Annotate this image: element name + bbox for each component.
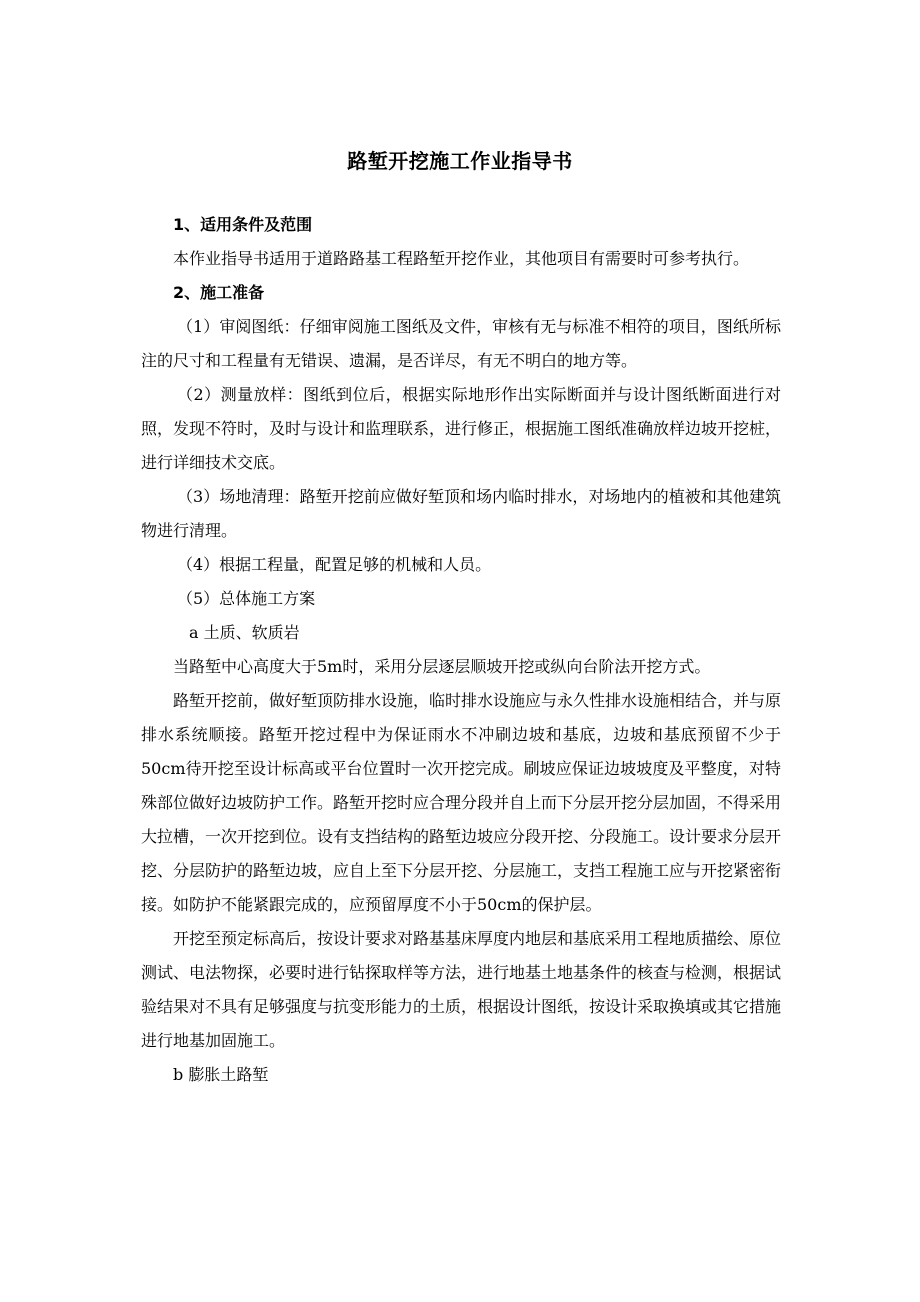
paragraph-site-clearing: （3）场地清理：路堑开挖前应做好堑顶和场内临时排水，对场地内的植被和其他建筑物进行清理。 (141, 487, 781, 540)
paragraph-drainage-slope: 路堑开挖前，做好堑顶防排水设施，临时排水设施应与永久性排水设施相结合，并与原排水系统顺接。路堑开挖过程中为保证雨水不冲刷边坡和基底，边坡和基底预留不少于50cm待开挖至设计标高或平台位置时一次开挖完成。刷坡应保证边坡坡度及平整度，对特殊部位做好边坡防护工作。路堑开挖时应合理分段并自上而下分层开挖分层加固，不得采用大拉槽，一次开挖到位。设有支挡结构的路堑边坡应分段开挖、分段施工。设计要求分层开挖、分层防护的路堑边坡，应自上至下分层开挖、分层施工，支挡工程施工应与开挖紧密衔接。如防护不能紧跟完成的，应预留厚度不小于50cm的保护层。 (141, 691, 782, 914)
paragraph-survey-layout: （2）测量放样：图纸到位后，根据实际地形作出实际断面并与设计图纸断面进行对照，发现不符时，及时与设计和监理联系，进行修正，根据施工图纸准确放样边坡开挖桩，进行详细技术交底。 (141, 385, 782, 472)
section-heading-2: 2、施工准备 (173, 283, 265, 302)
document-title: 路堑开挖施工作业指导书 (347, 149, 573, 173)
document-body (141, 208, 781, 1092)
section-heading-1: 1、适用条件及范围 (173, 215, 313, 234)
paragraph-excavation-method: 当路堑中心高度大于5m时，采用分层逐层顺坡开挖或纵向台阶法开挖方式。 (173, 657, 711, 676)
subheading-expansive-soil: b 膨胀土路堑 (173, 1065, 269, 1084)
paragraph-equipment: （4）根据工程量，配置足够的机械和人员。 (177, 555, 492, 574)
paragraph-overall-plan: （5）总体施工方案 (177, 589, 316, 608)
paragraph-scope: 本作业指导书适用于道路路基工程路堑开挖作业，其他项目有需要时可参考执行。 (173, 249, 750, 268)
subheading-soil-soft-rock: a 土质、软质岩 (189, 623, 300, 642)
paragraph-foundation-check: 开挖至预定标高后，按设计要求对路基基床厚度内地层和基底采用工程地质描绘、原位测试、电法物探，必要时进行钻探取样等方法，进行地基土地基条件的核查与检测，根据试验结果对不具有足够强度与抗变形能力的土质，根据设计图纸，按设计采取换填或其它措施进行地基加固施工。 (141, 929, 782, 1050)
paragraph-review-drawings: （1）审阅图纸：仔细审阅施工图纸及文件，审核有无与标准不相符的项目，图纸所标注的尺寸和工程量有无错误、遗漏，是否详尽，有无不明白的地方等。 (141, 317, 781, 370)
